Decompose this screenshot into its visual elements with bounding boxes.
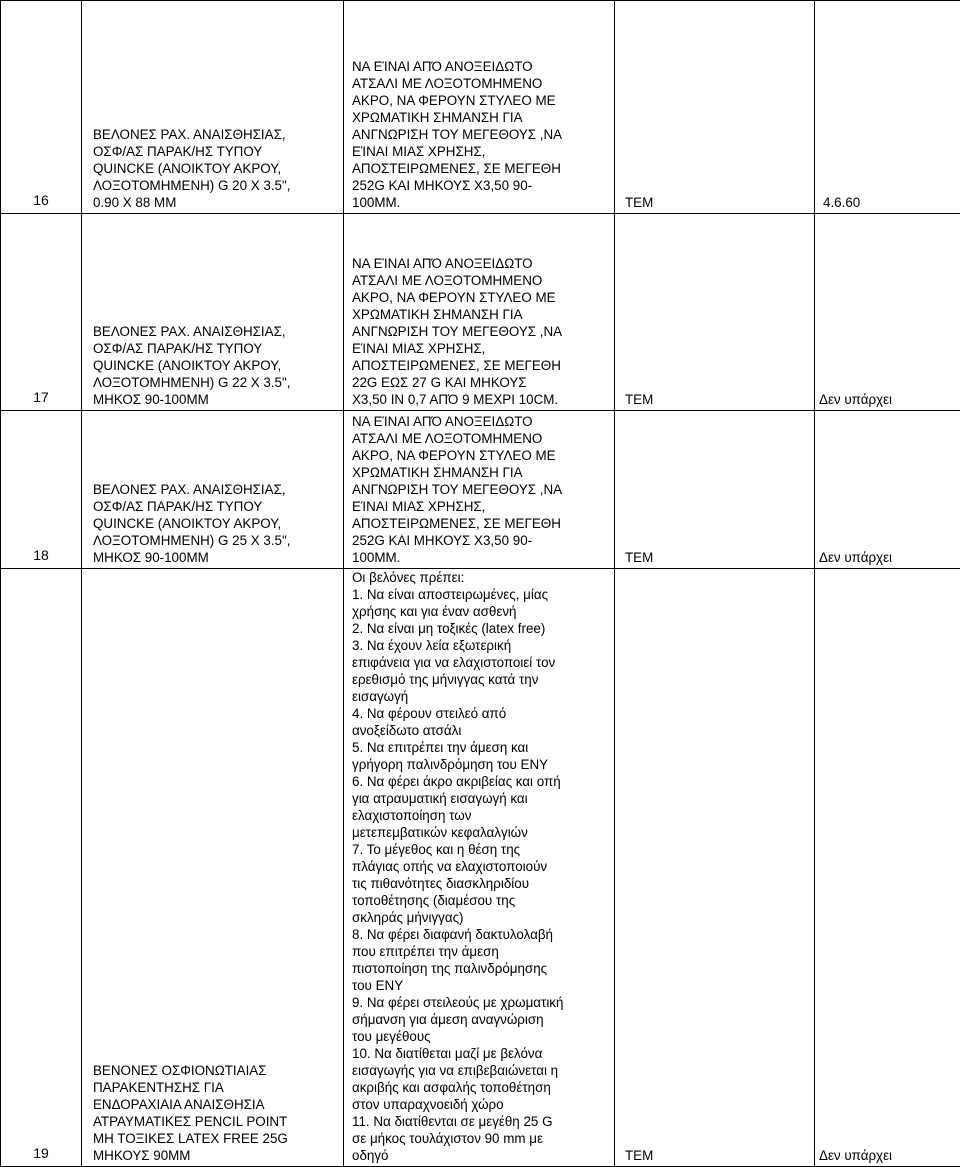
specification-list (352, 569, 611, 1164)
item-number: 17 (1, 214, 82, 411)
item-unit: ΤΕΜ (615, 411, 815, 569)
item-description (82, 214, 344, 411)
specification-line: 1. Να είναι αποστειρωμένες, μίας χρήσης και για έναν ασθενή (352, 586, 611, 620)
specification-line: Οι βελόνες πρέπει: (352, 569, 611, 586)
item-specification (344, 214, 615, 411)
item-description-text: ΒΕΛΟΝΕΣ ΡΑΧ. ΑΝΑΙΣΘΗΣΙΑΣ, ΟΣΦ/ΑΣ ΠΑΡΑΚ/ΗΣ ΤΥΠΟΥ QUINCKE (ΑΝΟΙΚΤΟΥ ΑΚΡΟΥ, ΛΟΞΟΤΟΜΗΜΕΝΗ) G 20 X 3.5", 0.90 X 88 MM (93, 126, 340, 211)
specification-line: 3. Να έχουν λεία εξωτερική επιφάνεια για να ελαχιστοποιεί τον ερεθισμό της μήνιγγας κατά την εισαγωγή (352, 637, 611, 705)
item-unit: ΤΕΜ (615, 1, 815, 214)
item-specification-text: ΝΑ ΕΊΝΑΙ ΑΠΌ ΑΝΟΞΕΙΔΩΤΟ ΑΤΣΑΛΙ ΜΕ ΛΟΞΟΤΟΜΗΜΕΝΟ ΑΚΡΟ, ΝΑ ΦΕΡΟΥΝ ΣΤΥΛΕΟ ΜΕ ΧΡΩΜΑΤΙΚΗ ΣΗΜΑΝΣΗ ΓΙΑ ΑΝΓΝΩΡΙΣΗ ΤΟΥ ΜΕΓΕΘΟΥΣ ,ΝΑ ΕΊΝΑΙ ΜΙΑΣ ΧΡΗΣΗΣ, ΑΠΟΣΤΕΙΡΩΜΕΝΕΣ, ΣΕ ΜΕΓΕΘΗ 252G ΚΑΙ ΜΗΚΟΥΣ Χ3,50 90- 100ΜΜ. (352, 58, 611, 211)
item-unit: ΤΕΜ (615, 569, 815, 1167)
specification-line: 10. Να διατίθεται μαζί με βελόνα εισαγωγής για να επιβεβαιώνεται η ακριβής και ασφαλής τοποθέτηση στον υπαραχνοειδή χώρο (352, 1045, 611, 1113)
table-row (1, 1, 960, 214)
specification-line: 9. Να φέρει στειλεούς με χρωματική σήμανση για άμεση αναγνώριση του μεγέθους (352, 994, 611, 1045)
specification-line: 2. Να είναι μη τοξικές (latex free) (352, 620, 611, 637)
item-description (82, 1, 344, 214)
specification-line: 7. Το μέγεθος και η θέση της πλάγιας οπής να ελαχιστοποιούν τις πιθανότητες διασκληριδίου τοποθέτησης (διαμέσου της σκληράς μήνιγγας) (352, 841, 611, 926)
item-description-text: ΒΕΛΟΝΕΣ ΡΑΧ. ΑΝΑΙΣΘΗΣΙΑΣ, ΟΣΦ/ΑΣ ΠΑΡΑΚ/ΗΣ ΤΥΠΟΥ QUINCKE (ΑΝΟΙΚΤΟΥ ΑΚΡΟΥ, ΛΟΞΟΤΟΜΗΜΕΝΗ) G 25 X 3.5", ΜΗΚΟΣ 90-100ΜΜ (93, 481, 340, 566)
item-description-text: ΒΕΝΟΝΕΣ ΟΣΦΙΟΝΩΤΙΑΙΑΣ ΠΑΡΑΚΕΝΤΗΣΗΣ ΓΙΑ ΕΝΔΟΡΑΧΙΑΙΑ ΑΝΑΙΣΘΗΣΙΑ ΑΤΡΑΥΜΑΤΙΚΕΣ PENCIL POINT ΜΗ ΤΟΞΙΚΕΣ LATEX FREE 25G ΜΗΚΟΥΣ 90ΜΜ (93, 1062, 340, 1164)
item-description-text: ΒΕΛΟΝΕΣ ΡΑΧ. ΑΝΑΙΣΘΗΣΙΑΣ, ΟΣΦ/ΑΣ ΠΑΡΑΚ/ΗΣ ΤΥΠΟΥ QUINCKE (ΑΝΟΙΚΤΟΥ ΑΚΡΟΥ, ΛΟΞΟΤΟΜΗΜΕΝΗ) G 22 X 3.5", ΜΗΚΟΣ 90-100ΜΜ (93, 323, 340, 408)
item-description (82, 569, 344, 1167)
item-price: Δεν υπάρχει (815, 214, 960, 411)
specification-line: 4. Να φέρουν στειλεό από ανοξείδωτο ατσάλι (352, 705, 611, 739)
item-specification-text: ΝΑ ΕΊΝΑΙ ΑΠΌ ΑΝΟΞΕΙΔΩΤΟ ΑΤΣΑΛΙ ΜΕ ΛΟΞΟΤΟΜΗΜΕΝΟ ΑΚΡΟ, ΝΑ ΦΕΡΟΥΝ ΣΤΥΛΕΟ ΜΕ ΧΡΩΜΑΤΙΚΗ ΣΗΜΑΝΣΗ ΓΙΑ ΑΝΓΝΩΡΙΣΗ ΤΟΥ ΜΕΓΕΘΟΥΣ ,ΝΑ ΕΊΝΑΙ ΜΙΑΣ ΧΡΗΣΗΣ, ΑΠΟΣΤΕΙΡΩΜΕΝΕΣ, ΣΕ ΜΕΓΕΘΗ 22G ΕΩΣ 27 G ΚΑΙ ΜΗΚΟΥΣ Χ3,50 ΙΝ 0,7 ΑΠΌ 9 ΜΕΧΡΙ 10CM. (352, 255, 611, 408)
table-row (1, 214, 960, 411)
specification-line: 5. Να επιτρέπει την άμεση και γρήγορη παλινδρόμηση του ΕΝΥ (352, 739, 611, 773)
specification-line: 6. Να φέρει άκρο ακριβείας και οπή για ατραυματική εισαγωγή και ελαχιστοποίηση των μετεπεμβατικών κεφαλαλγιών (352, 773, 611, 841)
table-row (1, 411, 960, 569)
item-specification (344, 569, 615, 1167)
item-specification-text: ΝΑ ΕΊΝΑΙ ΑΠΌ ΑΝΟΞΕΙΔΩΤΟ ΑΤΣΑΛΙ ΜΕ ΛΟΞΟΤΟΜΗΜΕΝΟ ΑΚΡΟ, ΝΑ ΦΕΡΟΥΝ ΣΤΥΛΕΟ ΜΕ ΧΡΩΜΑΤΙΚΗ ΣΗΜΑΝΣΗ ΓΙΑ ΑΝΓΝΩΡΙΣΗ ΤΟΥ ΜΕΓΕΘΟΥΣ ,ΝΑ ΕΊΝΑΙ ΜΙΑΣ ΧΡΗΣΗΣ, ΑΠΟΣΤΕΙΡΩΜΕΝΕΣ, ΣΕ ΜΕΓΕΘΗ 252G ΚΑΙ ΜΗΚΟΥΣ Χ3,50 90- 100ΜΜ. (352, 413, 611, 566)
item-specification (344, 1, 615, 214)
item-price: Δεν υπάρχει (815, 411, 960, 569)
item-number: 16 (1, 1, 82, 214)
specification-line: 8. Να φέρει διαφανή δακτυλολαβή που επιτρέπει την άμεση πιστοποίηση της παλινδρόμησης του ΕΝΥ (352, 926, 611, 994)
item-price: Δεν υπάρχει (815, 569, 960, 1167)
table-row (1, 569, 960, 1167)
item-number: 19 (1, 569, 82, 1167)
item-specification (344, 411, 615, 569)
item-number: 18 (1, 411, 82, 569)
item-price: 4.6.60 (815, 1, 960, 214)
item-description (82, 411, 344, 569)
item-unit: ΤΕΜ (615, 214, 815, 411)
specification-line: 11. Να διατίθενται σε μεγέθη 25 G σε μήκος τουλάχιστον 90 mm με οδηγό (352, 1113, 611, 1164)
